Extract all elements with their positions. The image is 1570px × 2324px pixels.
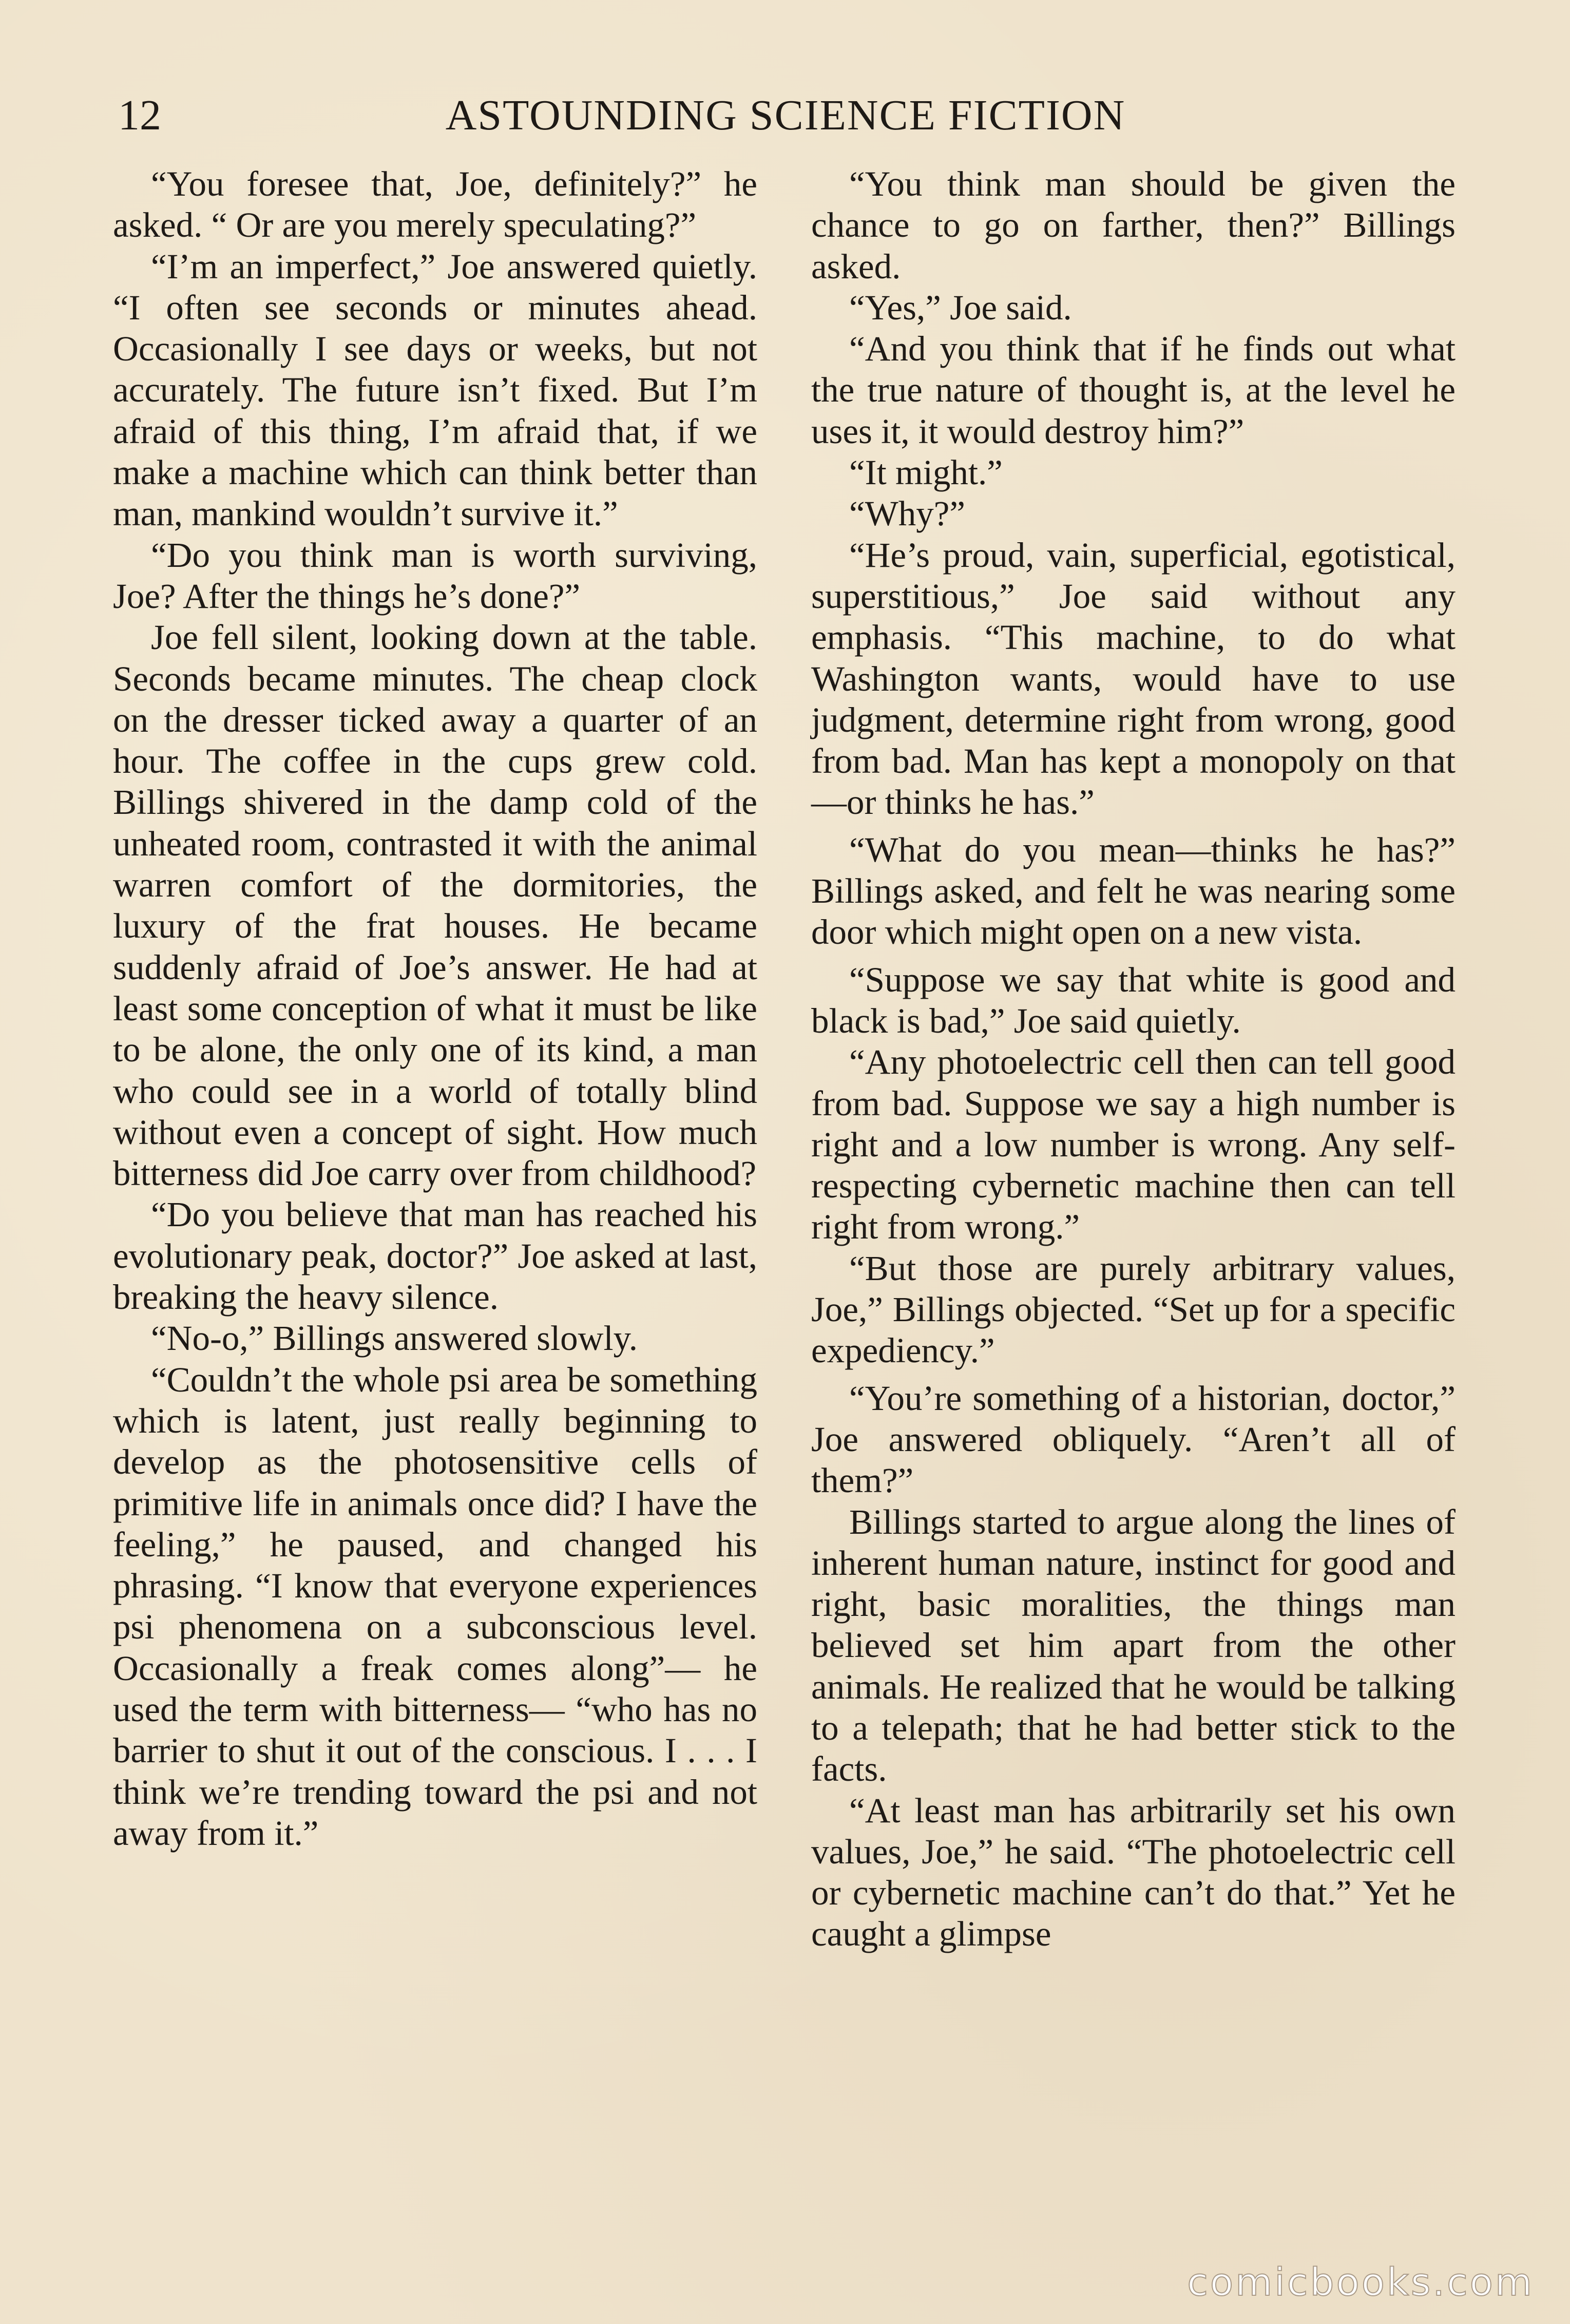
page-header (113, 87, 1458, 144)
paragraph: “You’re something of a historian, doctor,” Joe answered obliquely. “Aren’t all of them?” (811, 1378, 1456, 1500)
paragraph: “It might.” (849, 453, 1003, 492)
paragraph: “Any photoelectric cell then can tell good from bad. Suppose we say a high number is right and a low number is wrong. Any self-respecting cybernetic machine then can tell right from wrong.” (811, 1042, 1456, 1247)
running-title: ASTOUNDING SCIENCE FICTION (445, 91, 1126, 139)
paragraph: “Why?” (849, 494, 966, 534)
paragraph: “At least man has arbitrarily set his own values, Joe,” he said. “The photoelectric cell or cybernetic machine can’t do that.” Yet he caught a glimpse (811, 1790, 1456, 1954)
paragraph: Billings started to argue along the lines of inherent human nature, instinct for good and right, basic moralities, the things man believed set him apart from the other animals. He realized that he would be talking to a telepath; that he had better stick to the facts. (811, 1502, 1456, 1789)
paragraph: “Suppose we say that white is good and black is bad,” Joe said quietly. (811, 960, 1456, 1040)
paragraph: “Yes,” Joe said. (849, 288, 1072, 327)
paragraph: “Couldn’t the whole psi area be something which is latent, just really beginning to develop as the photosensitive cells of primitive life in animals once did? I have the feeling,” he paused, and changed his phrasing. “I know that everyone experiences psi phenomena on a subconscious level. Occasionally a freak comes along”— he used the term with bitterness— “who has no barrier to shut it out of the conscious. I . . . I think we’re trending toward the psi and not away from it.” (113, 1360, 757, 1853)
paragraph: “You foresee that, Joe, definitely?” he asked. “ Or are you merely speculating?” (113, 164, 757, 245)
left-text-column (113, 163, 757, 1854)
paragraph: “But those are purely arbitrary values, Joe,” Billings objected. “Set up for a specific expediency.” (811, 1248, 1456, 1370)
paragraph: “Do you think man is worth surviving, Joe? After the things he’s done?” (113, 535, 757, 616)
paragraph: “I’m an imperfect,” Joe answered quietly. “I often see seconds or minutes ahead. Occasionally I see days or weeks, but not accurately. The future isn’t fixed. But I’m afraid of this thing, I’m afraid that, if we make a machine which can think better than man, mankind wouldn’t survive it.” (113, 246, 757, 534)
paragraph: “What do you mean—thinks he has?” Billings asked, and felt he was nearing some door which might open on a new vista. (811, 830, 1456, 952)
paragraph: “You think man should be given the chance to go on farther, then?” Billings asked. (811, 164, 1456, 286)
paragraph: “Do you believe that man has reached his evolutionary peak, doctor?” Joe asked at last, breaking the heavy silence. (113, 1195, 757, 1317)
paragraph: “No-o,” Billings answered slowly. (151, 1319, 638, 1358)
paragraph: “And you think that if he finds out what the true nature of thought is, at the level he uses it, it would destroy him?” (811, 329, 1456, 451)
paragraph: Joe fell silent, looking down at the table. Seconds became minutes. The cheap clock on the dresser ticked away a quarter of an hour. The coffee in the cups grew cold. Billings shivered in the damp cold of the unheated room, contrasted it with the animal warren comfort of the dormitories, the luxury of the frat houses. He became suddenly afraid of Joe’s answer. He had at least some conception of what it must be like to be alone, the only one of its kind, a man who could see in a world of totally blind without even a concept of sight. How much bitterness did Joe carry over from childhood? (113, 618, 757, 1193)
paragraph: “He’s proud, vain, superficial, egotistical, superstitious,” Joe said without any emphasis. “This machine, to do what Washington wants, would have to use judgment, determine right from wrong, good from bad. Man has kept a monopoly on that—or thinks he has.” (811, 535, 1456, 822)
site-watermark: comicbooks.com (1187, 2260, 1534, 2304)
right-text-column (811, 163, 1456, 1955)
page-number: 12 (118, 91, 161, 139)
